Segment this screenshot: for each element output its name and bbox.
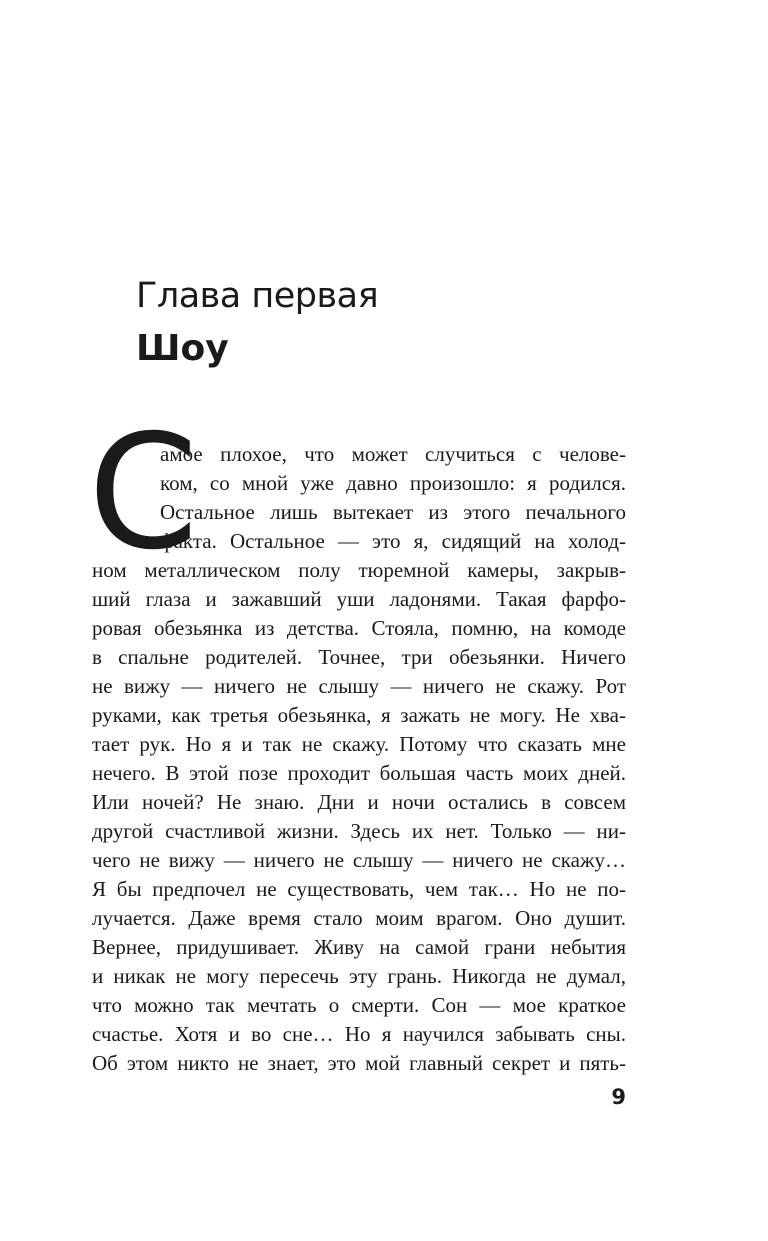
text-line: Вернее, придушивает. Живу на самой грани небытия [92,935,626,959]
chapter-label: Глава первая [136,276,379,316]
chapter-title: Шоу [136,328,229,369]
text-line: не вижу — ничего не слышу — ничего не скажу. Рот [92,674,626,698]
body-text [92,440,626,1078]
text-line: и никак не могу пересечь эту грань. Никогда не думал, [92,964,626,988]
text-line: другой счастливой жизни. Здесь их нет. Только — ни- [92,819,626,843]
text-line: лучается. Даже время стало моим врагом. Оно душит. [92,906,626,930]
text-line: Или ночей? Не знаю. Дни и ночи остались в совсем [92,790,626,814]
text-line: счастье. Хотя и во сне… Но я научился забывать сны. [92,1022,626,1046]
text-line: в спальне родителей. Точнее, три обезьянки. Ничего [92,645,626,669]
text-line: ном металлическом полу тюремной камеры, закрыв- [92,558,626,582]
page-number: 9 [611,1085,626,1109]
text-line: амое плохое, что может случиться с челове- [160,442,626,466]
text-line: чего не вижу — ничего не слышу — ничего не скажу… [92,848,626,872]
text-line: Остальное лишь вытекает из этого печального [160,500,626,524]
text-line: руками, как третья обезьянка, я зажать не могу. Не хва- [92,703,626,727]
text-line: Об этом никто не знает, это мой главный секрет и пять- [92,1051,626,1075]
text-line: нечего. В этой позе проходит большая часть моих дней. [92,761,626,785]
text-line: ший глаза и зажавший уши ладонями. Такая фарфо- [92,587,626,611]
text-line: Я бы предпочел не существовать, чем так… Но не по- [92,877,626,901]
text-line: что можно так мечтать о смерти. Сон — мое краткое [92,993,626,1017]
text-line: ком, со мной уже давно произошло: я родился. [160,471,626,495]
text-line: факта. Остальное — это я, сидящий на холод- [160,529,626,553]
text-line: тает рук. Но я и так не скажу. Потому что сказать мне [92,732,626,756]
text-line: ровая обезьянка из детства. Стояла, помню, на комоде [92,616,626,640]
drop-cap: С [88,401,199,585]
